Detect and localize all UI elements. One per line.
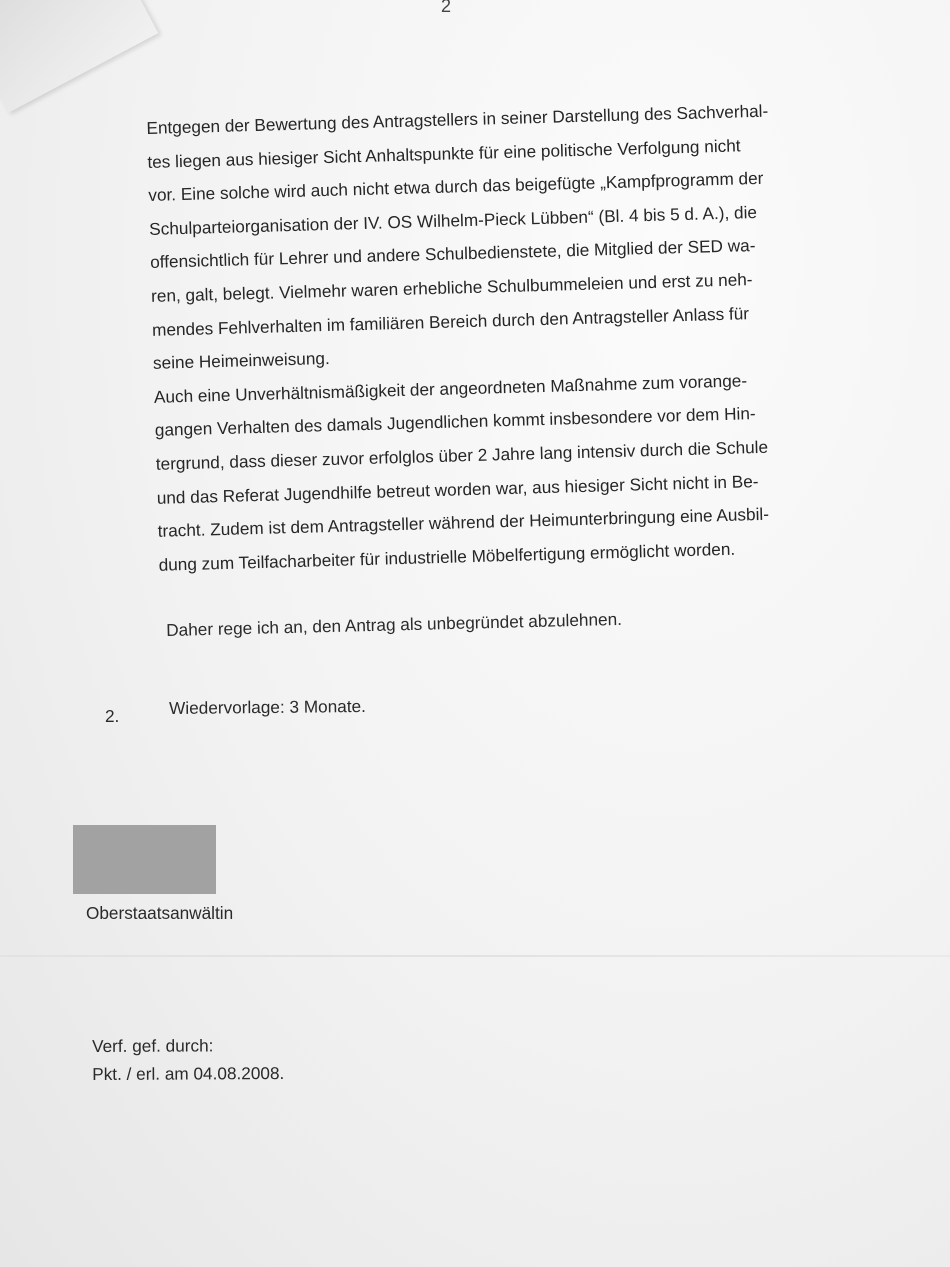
body-line: ren, galt, belegt. Vielmehr waren erhebliche Schulbummeleien und erst zu neh- bbox=[150, 269, 753, 306]
body-line: mendes Fehlverhalten im familiären Bereich durch den Antragsteller Anlass für bbox=[151, 302, 750, 340]
footer-line: Verf. gef. durch: bbox=[92, 1035, 214, 1056]
paper-fold-line bbox=[0, 955, 950, 957]
resubmission-note: Wiedervorlage: 3 Monate. bbox=[169, 695, 367, 718]
body-line: Schulparteiorganisation der IV. OS Wilhelm-Pieck Lübben“ (Bl. 4 bis 5 d. A.), die bbox=[148, 201, 758, 239]
footer-line: Pkt. / erl. am 04.08.2008. bbox=[92, 1062, 285, 1084]
body-line: offensichtlich für Lehrer und andere Schulbedienstete, die Mitglied der SED wa- bbox=[149, 235, 756, 273]
body-line: und das Referat Jugendhilfe betreut worden war, aus hiesiger Sicht nicht in Be- bbox=[156, 470, 759, 508]
body-line: Auch eine Unverhältnismäßigkeit der angeordneten Maßnahme zum vorange- bbox=[153, 370, 748, 407]
body-line: tergrund, dass dieser zuvor erfolglos über 2 Jahre lang intensiv durch die Schule bbox=[155, 436, 769, 474]
item-number: 2. bbox=[105, 706, 120, 726]
body-line: vor. Eine solche wird auch nicht etwa durch das beigefügte „Kampfprogramm der bbox=[148, 167, 764, 206]
body-line: gangen Verhalten des damals Jugendlichen kommt insbesondere vor dem Hin- bbox=[154, 403, 756, 441]
signature-title: Oberstaatsanwältin bbox=[86, 903, 234, 923]
body-paragraphs bbox=[146, 92, 871, 582]
body-line: dung zum Teilfacharbeiter für industrielle Möbelfertigung ermöglicht worden. bbox=[158, 538, 736, 575]
redacted-signature bbox=[73, 825, 216, 894]
body-line: tes liegen aus hiesiger Sicht Anhaltspunkte für eine politische Verfolgung nicht bbox=[147, 135, 741, 172]
footer-note bbox=[92, 1031, 284, 1088]
body-line: seine Heimeinweisung. bbox=[152, 348, 330, 374]
body-line: tracht. Zudem ist dem Antragsteller während der Heimunterbringung eine Ausbil- bbox=[157, 503, 770, 541]
body-line: Entgegen der Bewertung des Antragstellers in seiner Darstellung des Sachverhal- bbox=[146, 100, 769, 138]
proposal-sentence: Daher rege ich an, den Antrag als unbegründet abzulehnen. bbox=[166, 608, 623, 640]
page-number: 2 bbox=[441, 0, 452, 16]
folded-corner bbox=[0, 0, 158, 113]
